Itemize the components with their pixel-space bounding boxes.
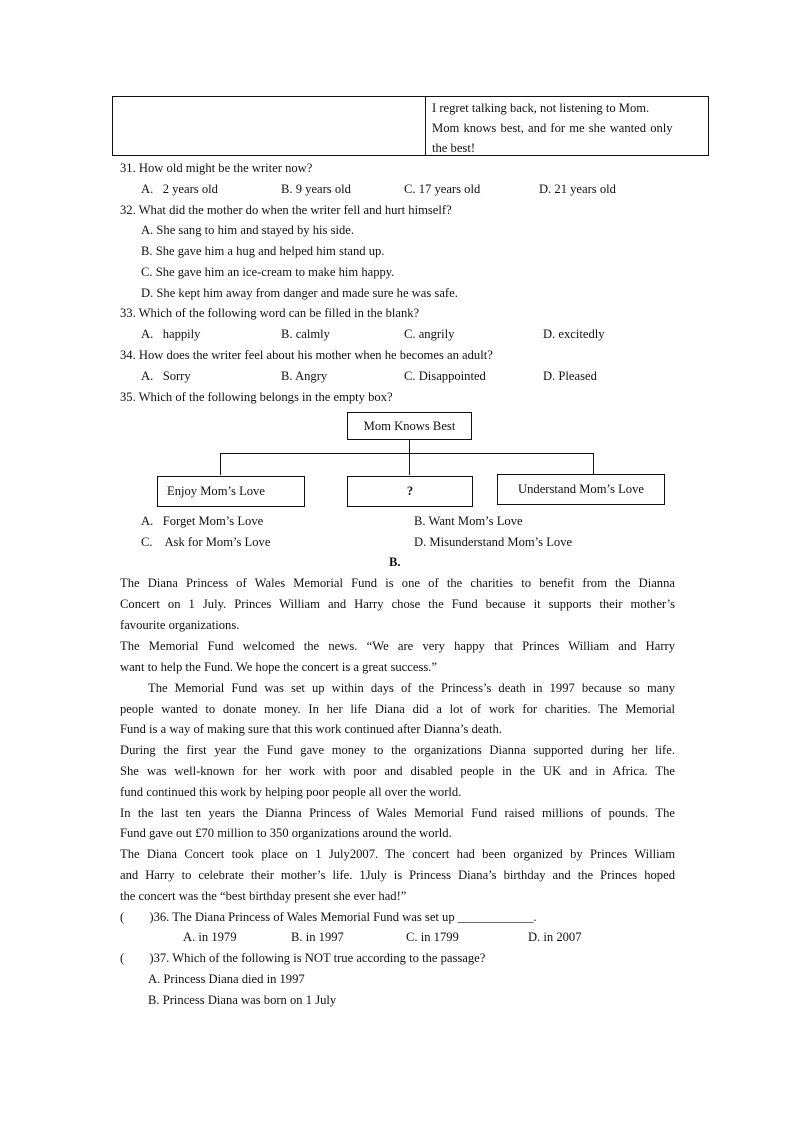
option: C. angrily (404, 327, 455, 341)
diagram-connector (220, 453, 221, 475)
option: A. She sang to him and stayed by his side. (141, 223, 355, 237)
option: C. She gave him an ice-cream to make him happy. (141, 265, 395, 279)
passage-line: Fund is a way of making sure that this work continued after Dianna’s death. (120, 722, 502, 736)
table-cell-line: Mom knows best, and for me she wanted only (432, 121, 673, 135)
diagram-child-box (157, 476, 305, 507)
passage-line: and Harry to celebrate their mother’s life. 1July is Princess Diana’s birthday and the Princes hoped (120, 868, 675, 882)
passage-line: The Memorial Fund was set up within days of the Princess’s death in 1997 because so many (148, 681, 675, 695)
passage-line: want to help the Fund. We hope the concert is a great success.” (120, 660, 437, 674)
diagram-connector (593, 453, 594, 474)
option: B. She gave him a hug and helped him stand up. (141, 244, 385, 258)
diagram-connector (220, 453, 594, 454)
passage-line: The Memorial Fund welcomed the news. “We are very happy that Princes William and Harry (120, 639, 675, 653)
passage-line: the concert was the “best birthday present she ever had!” (120, 889, 407, 903)
option: B. Want Mom’s Love (414, 514, 523, 528)
option: B. in 1997 (291, 930, 344, 944)
option: C. Disappointed (404, 369, 486, 383)
passage-line: During the first year the Fund gave money to the organizations Dianna supported during her life. (120, 743, 675, 757)
diagram-root-box (347, 412, 472, 440)
passage-line: fund continued this work by helping poor people all over the world. (120, 785, 462, 799)
option: A. in 1979 (183, 930, 237, 944)
table-cell-line: I regret talking back, not listening to Mom. (432, 101, 650, 115)
option: D. 21 years old (539, 182, 616, 196)
question-37: ( )37. Which of the following is NOT true according to the passage? (120, 951, 486, 965)
passage-line: Concert on 1 July. Princes William and Harry chose the Fund because it supports their mother’s (120, 597, 675, 611)
option: C. 17 years old (404, 182, 481, 196)
option: D. She kept him away from danger and made sure he was safe. (141, 286, 458, 300)
option: D. excitedly (543, 327, 605, 341)
diagram-connector (409, 440, 410, 475)
passage-line: Fund gave out £70 million to 350 organizations around the world. (120, 826, 452, 840)
option: A. Forget Mom’s Love (141, 514, 264, 528)
option: A. 2 years old (141, 182, 218, 196)
option: A. Sorry (141, 369, 191, 383)
question-36: ( )36. The Diana Princess of Wales Memorial Fund was set up ____________. (120, 910, 537, 924)
passage-line: favourite organizations. (120, 618, 240, 632)
option: D. in 2007 (528, 930, 582, 944)
diagram-child-label: ? (406, 484, 414, 498)
question-33: 33. Which of the following word can be filled in the blank? (120, 306, 420, 320)
question-32: 32. What did the mother do when the writer fell and hurt himself? (120, 203, 452, 217)
question-35: 35. Which of the following belongs in the empty box? (120, 390, 393, 404)
option: D. Pleased (543, 369, 597, 383)
table-cell-line: the best! (432, 141, 476, 155)
passage-line: The Diana Princess of Wales Memorial Fund is one of the charities to benefit from the Dianna (120, 576, 675, 590)
option: A. happily (141, 327, 201, 341)
diagram-root-label: Mom Knows Best (363, 418, 456, 433)
option: C. Ask for Mom’s Love (141, 535, 271, 549)
diagram-child-label: Understand Mom’s Love (518, 482, 644, 496)
option: D. Misunderstand Mom’s Love (414, 535, 573, 549)
passage-line: She was well-known for her work with poor and disabled people in the UK and in Africa. The (120, 764, 675, 778)
option: B. Princess Diana was born on 1 July (148, 993, 337, 1007)
option: B. 9 years old (281, 182, 351, 196)
table-divider (425, 97, 426, 155)
diagram-child-box (497, 474, 665, 505)
question-34: 34. How does the writer feel about his mother when he becomes an adult? (120, 348, 493, 362)
question-31: 31. How old might be the writer now? (120, 161, 313, 175)
passage-line: people wanted to donate money. In her life Diana did a lot of work for charities. The Memorial (120, 702, 675, 716)
section-b-heading: B. (389, 555, 401, 569)
option: B. calmly (281, 327, 330, 341)
option: A. Princess Diana died in 1997 (148, 972, 305, 986)
passage-line: The Diana Concert took place on 1 July2007. The concert had been organized by Princes William (120, 847, 675, 861)
passage-line: In the last ten years the Dianna Princess of Wales Memorial Fund raised millions of pounds. The (120, 806, 675, 820)
option: B. Angry (281, 369, 328, 383)
diagram-child-label: Enjoy Mom’s Love (167, 484, 265, 498)
diagram-empty-box (347, 476, 473, 507)
option: C. in 1799 (406, 930, 459, 944)
